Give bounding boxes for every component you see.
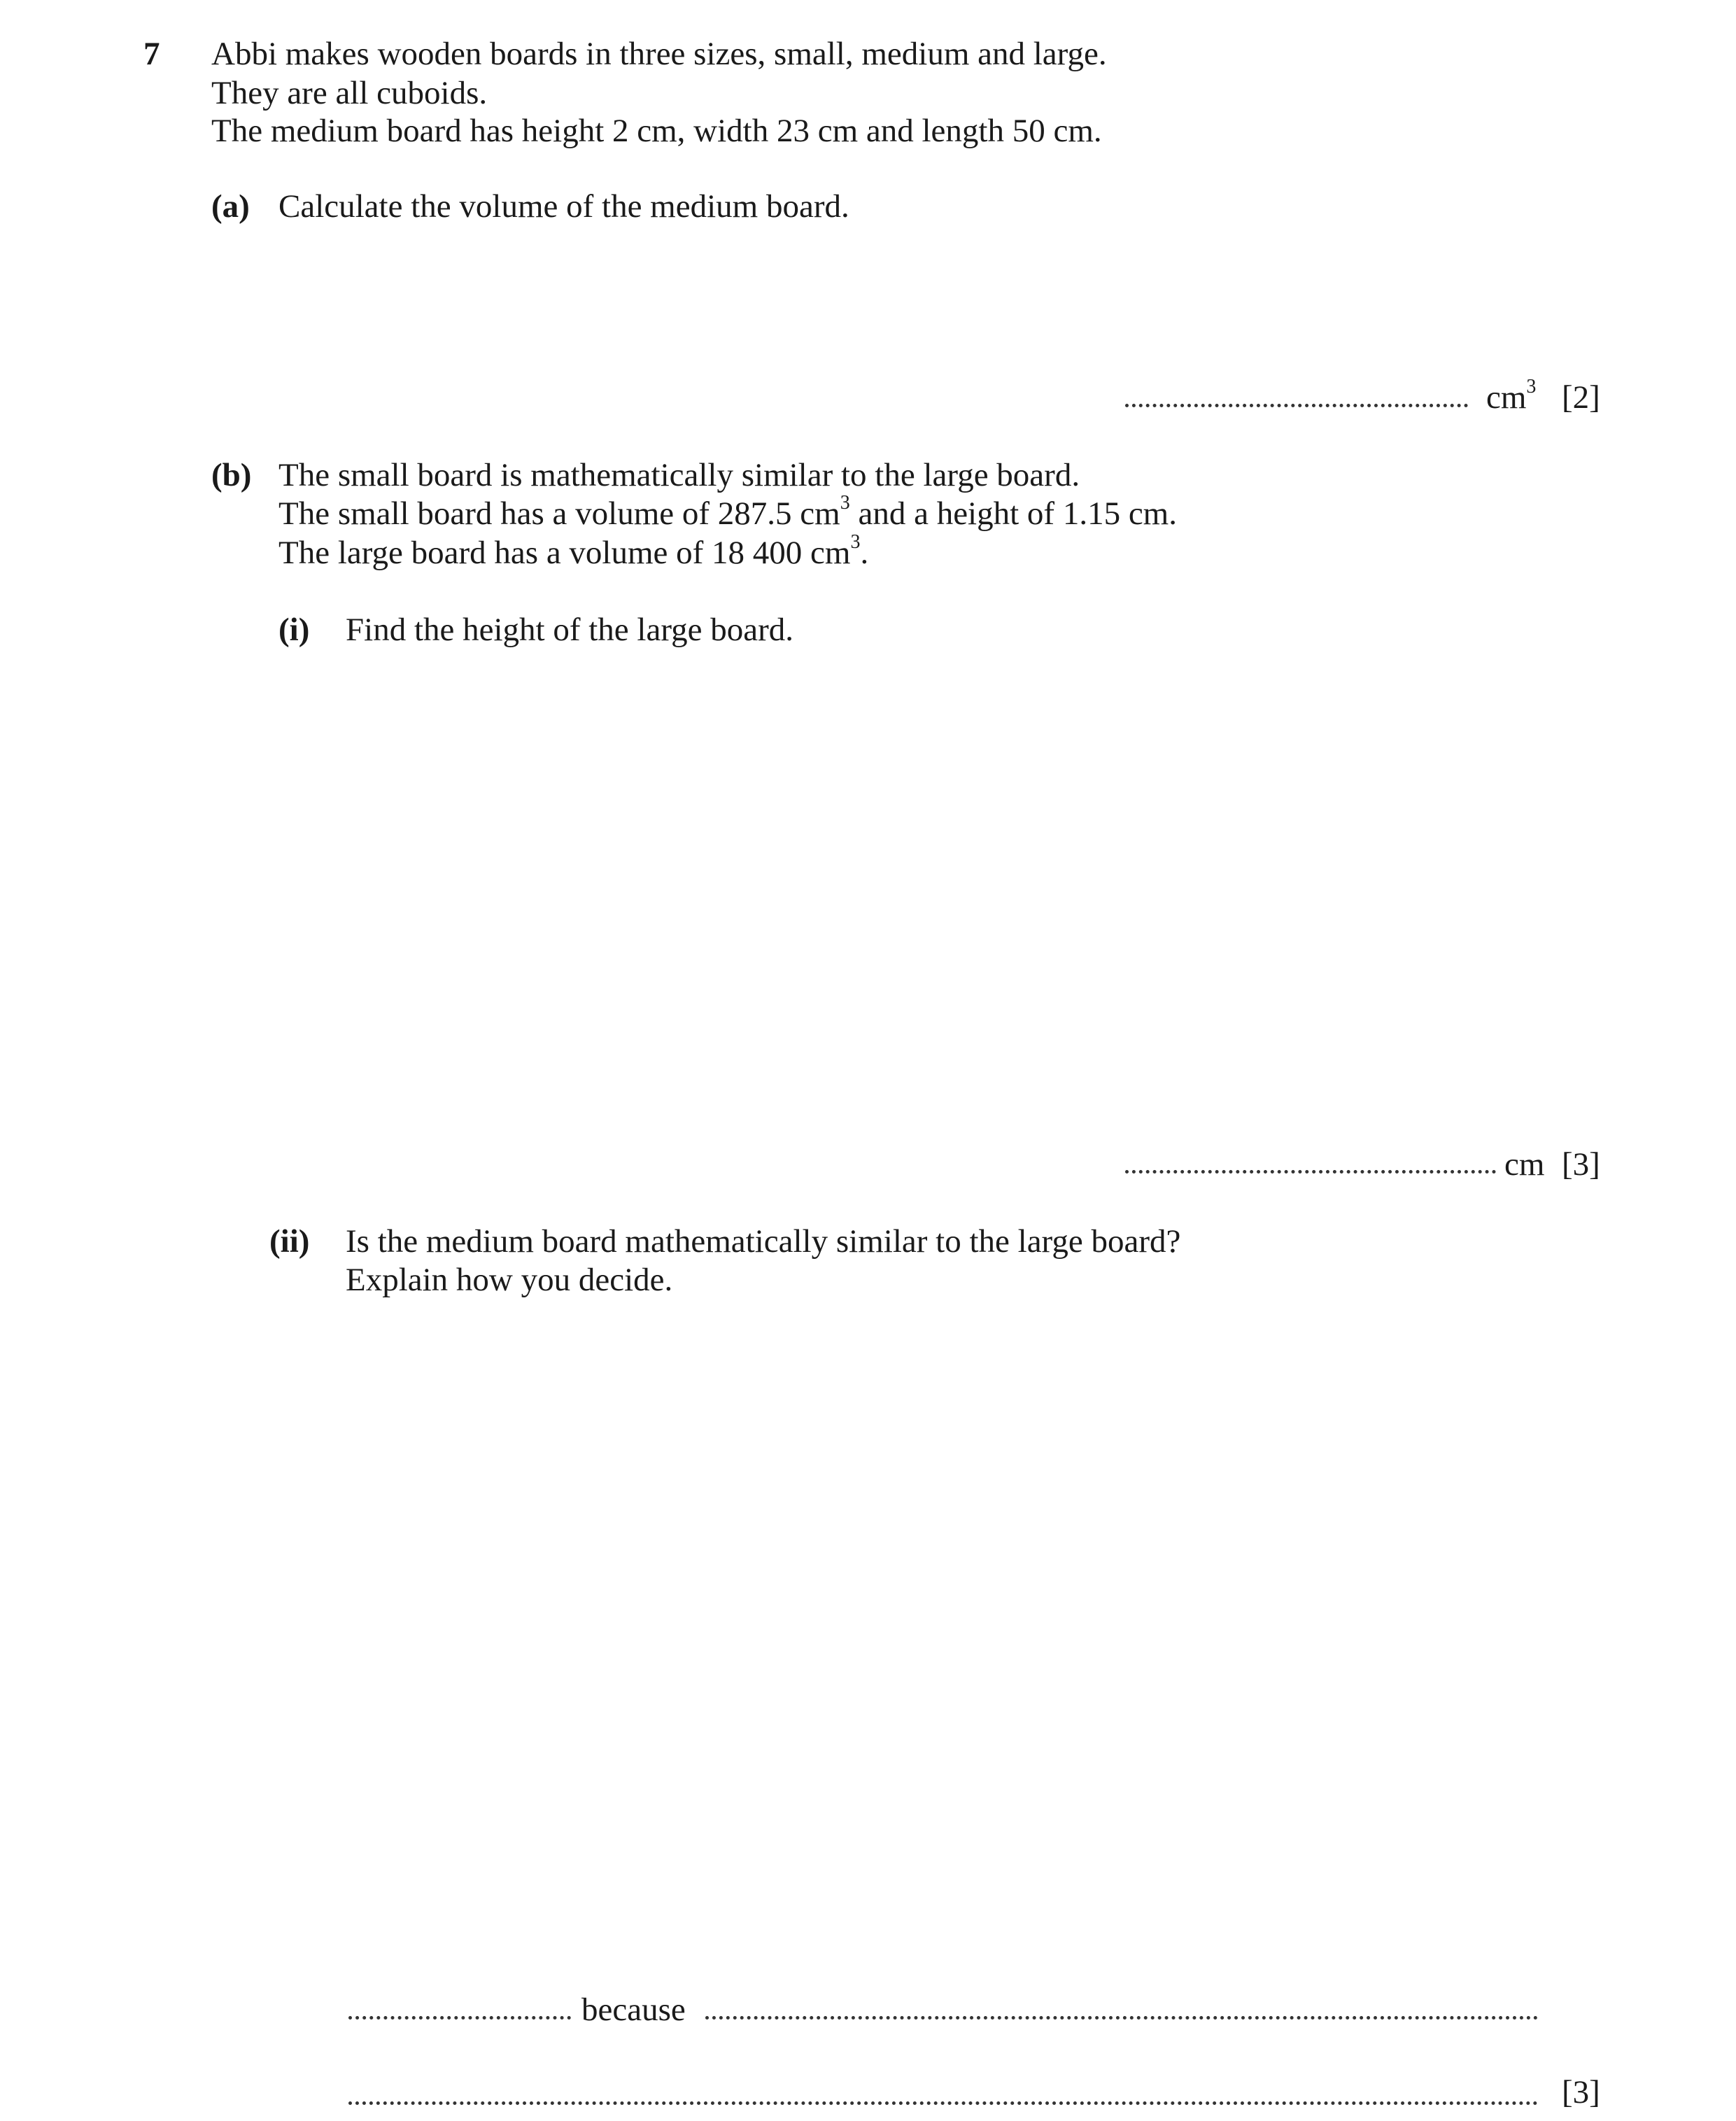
part-b-i-label: (i) xyxy=(278,612,310,648)
part-b-ii-label: (ii) xyxy=(269,1223,310,1260)
part-b-ii-reason-line-2[interactable] xyxy=(348,2101,1538,2105)
part-b-ii-line-2: Explain how you decide. xyxy=(346,1262,673,1298)
part-b-ii-because: because xyxy=(581,1992,686,2028)
part-a-answer-unit: $cm^3$ xyxy=(1486,376,1537,416)
part-b-line-3: The large board has a volume of 18 400 $cm^3$. xyxy=(278,531,869,571)
part-b-ii-reason-line-1[interactable] xyxy=(705,2016,1538,2020)
part-a-text: Calculate the volume of the medium board. xyxy=(278,188,849,225)
part-b-i-answer-unit: cm xyxy=(1504,1146,1545,1183)
part-a-label: (a) xyxy=(211,188,250,225)
part-b-ii-answer-line[interactable] xyxy=(348,2016,571,2020)
part-b-i-answer-line[interactable] xyxy=(1125,1170,1496,1174)
part-a-answer-line[interactable] xyxy=(1125,404,1468,407)
intro-line-1: Abbi makes wooden boards in three sizes, small, medium and large. xyxy=(211,36,1107,72)
intro-line-2: They are all cuboids. xyxy=(211,75,488,111)
part-b-i-marks: [3] xyxy=(1562,1146,1600,1183)
part-a-marks: [2] xyxy=(1562,379,1600,416)
part-b-line-2: The small board has a volume of 287.5 $cm^3$ and a height of 1.15 cm. xyxy=(278,492,1177,532)
part-b-i-text: Find the height of the large board. xyxy=(346,612,794,648)
part-b-label: (b) xyxy=(211,457,252,493)
part-b-ii-marks: [3] xyxy=(1562,2074,1600,2111)
intro-line-3: The medium board has height 2 cm, width 23 cm and length 50 cm. xyxy=(211,113,1102,149)
part-b-line-1: The small board is mathematically similar to the large board. xyxy=(278,457,1080,493)
question-number: 7 xyxy=(143,36,160,72)
part-b-ii-line-1: Is the medium board mathematically similar to the large board? xyxy=(346,1223,1181,1260)
